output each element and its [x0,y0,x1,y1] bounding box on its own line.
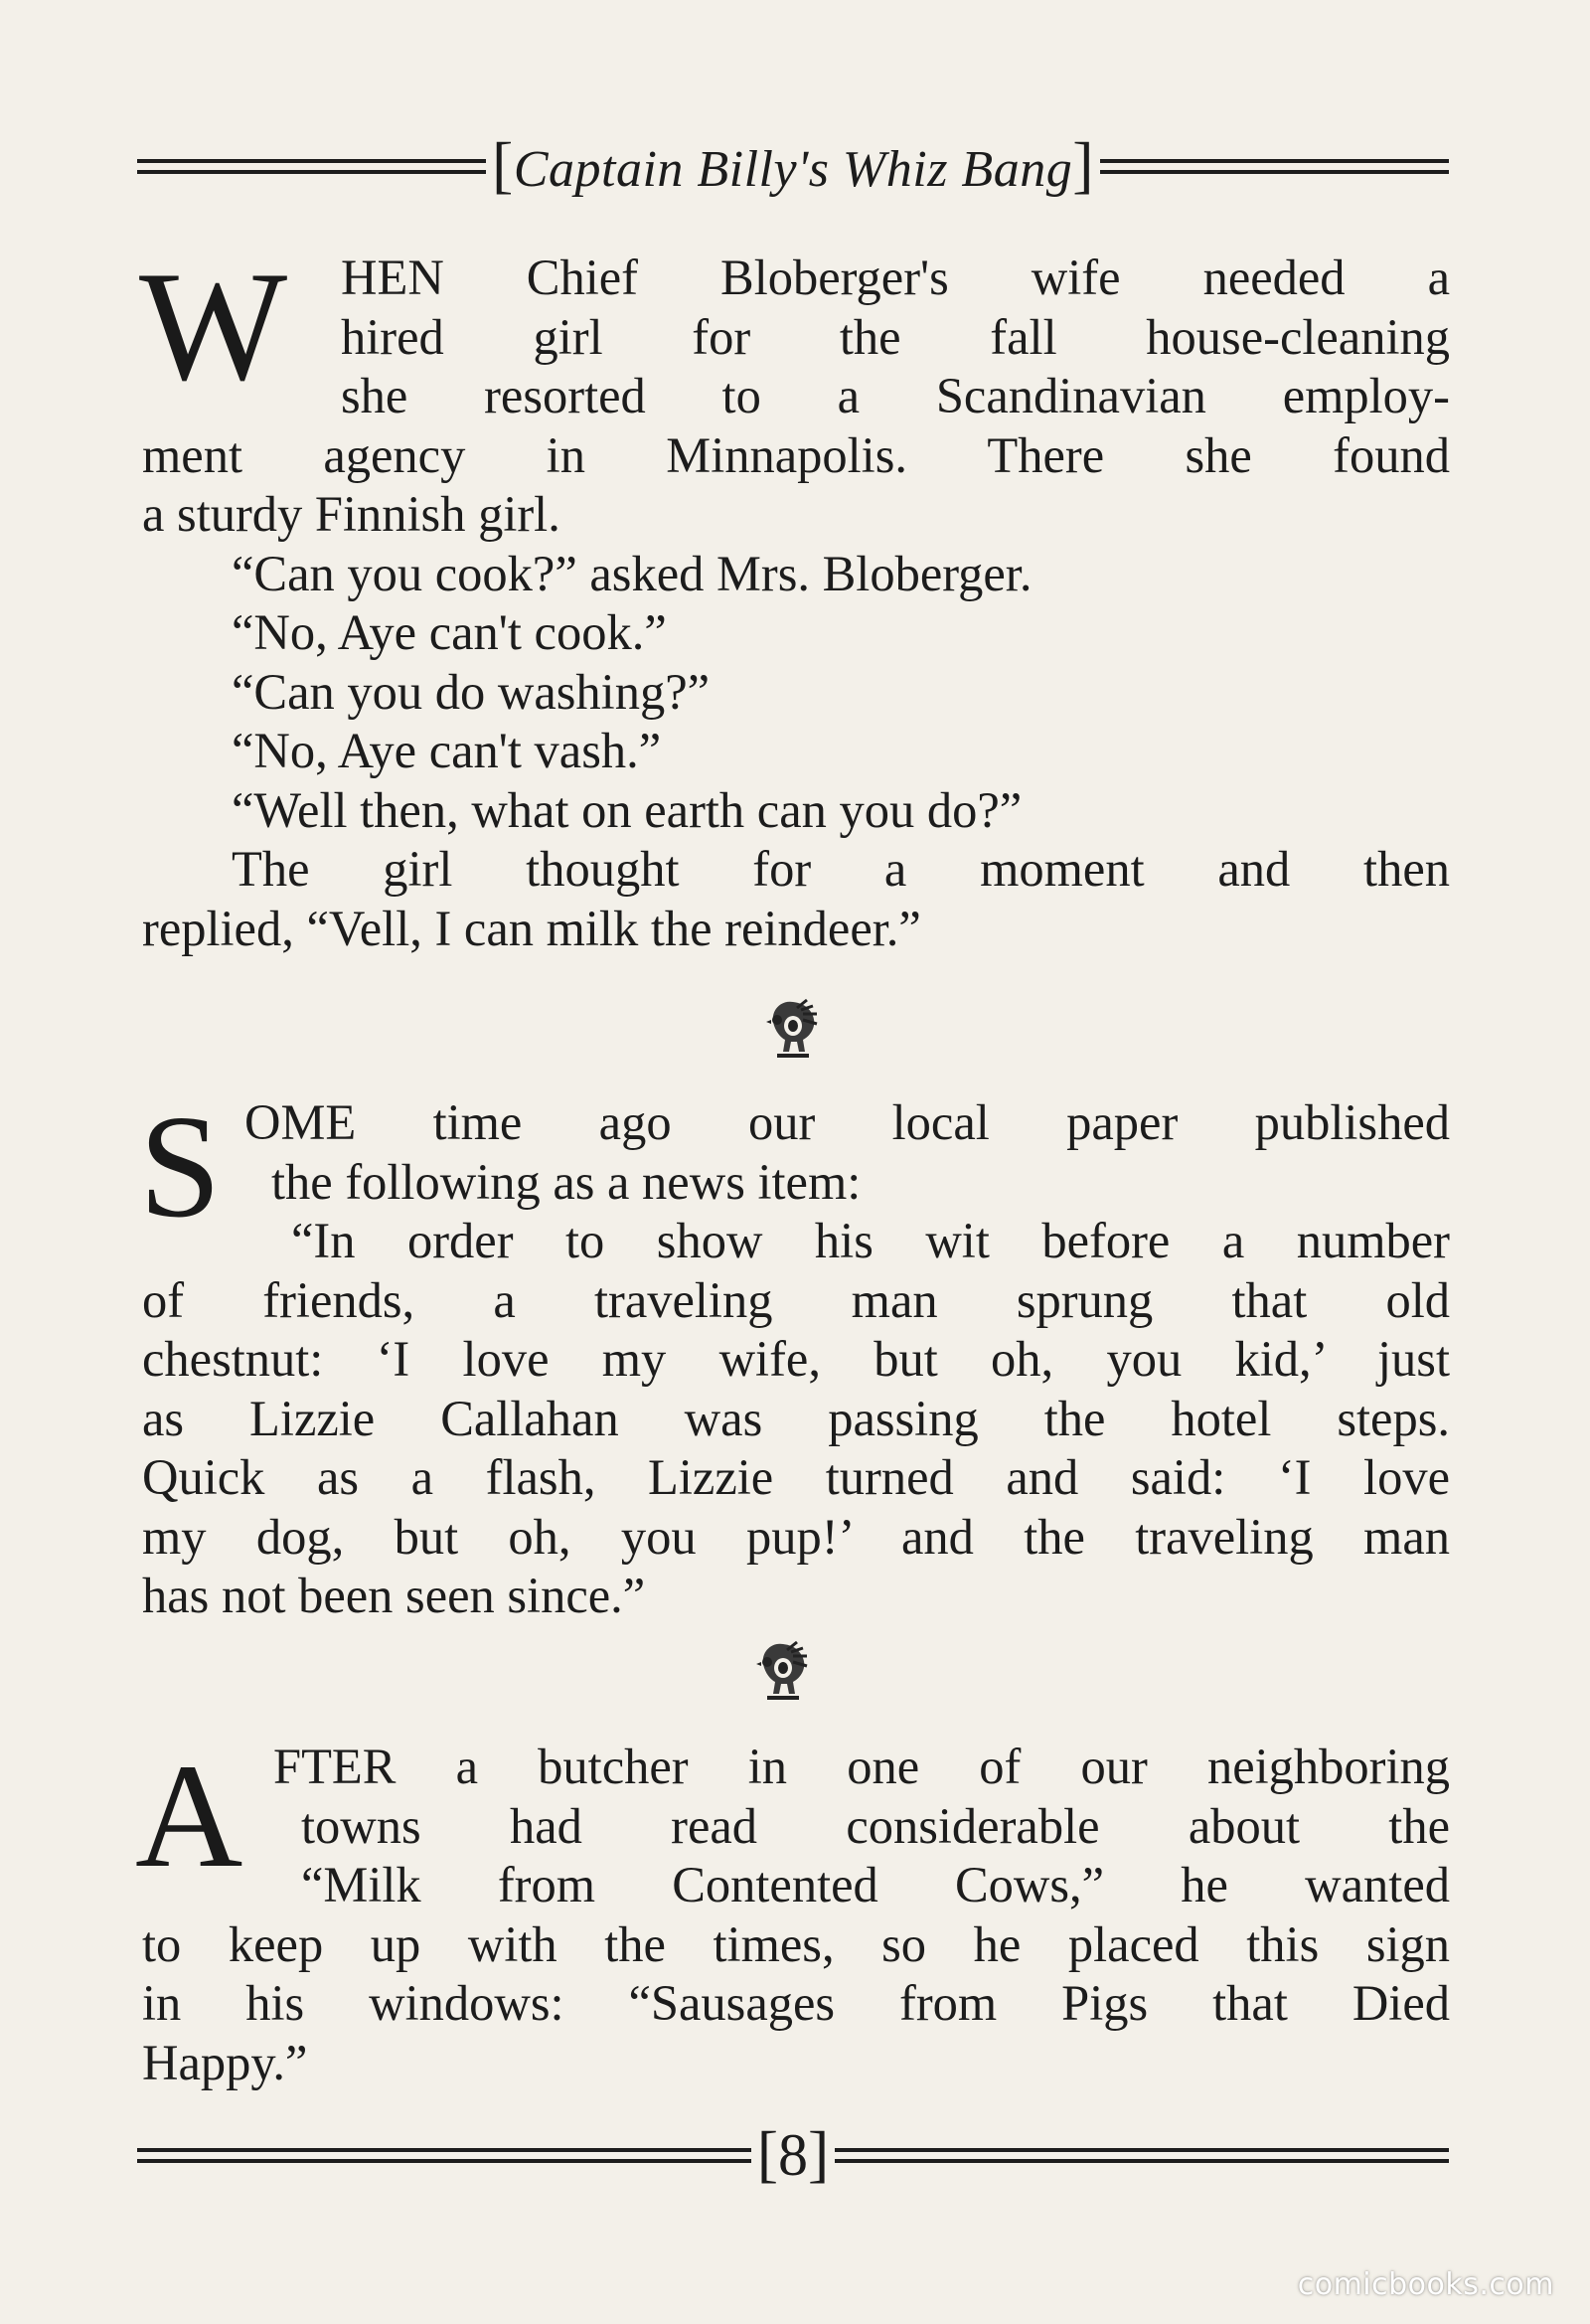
story-line: Quick as a flash, Lizzie turned and said: ‘I love [142,1449,1450,1505]
footer-rule-right [835,2148,1449,2163]
story-line: “No, Aye can't vash.” [232,723,662,778]
story-line: the following as a news item: [271,1153,862,1210]
story-line: “Can you do washing?” [232,663,711,720]
story-line: The girl thought for a moment and then [232,841,1450,897]
story-line: “Can you cook?” asked Mrs. Bloberger. [232,545,1033,601]
page-number-wrap [751,2117,836,2190]
header-bracket-open: [ [492,129,514,200]
header-rule-right [1100,159,1449,174]
story-line: HEN Chief Bloberger's wife needed a [341,249,1450,305]
story-line: as Lizzie Callahan was passing the hotel steps. [142,1390,1450,1446]
story-line: hired girl for the fall house-cleaning [341,308,1450,365]
footer-bracket-open: [ [756,2117,778,2189]
footer-bracket-close: ] [808,2117,830,2189]
story-2 [142,1093,1450,1626]
turkey-ornament-icon [753,1636,813,1706]
story-line: OME time ago our local paper published [244,1094,1450,1150]
story-line: ment agency in Minnapolis. There she found [142,426,1450,483]
story-line: towns had read considerable about the [301,1797,1450,1854]
story-line: FTER a butcher in one of our neighboring [273,1739,1450,1794]
running-header [137,131,1449,201]
story-line: in his windows: “Sausages from Pigs that Died [142,1975,1450,2031]
story-dropcap: S [139,1085,222,1248]
story-line: “In order to show his wit before a number [291,1213,1450,1268]
story-line: she resorted to a Scandinavian employ- [341,368,1450,423]
page-number: 8 [778,2121,808,2188]
story-line: “Milk from Contented Cows,” he wanted [301,1857,1450,1912]
header-rule-left [137,159,486,174]
story-1 [142,249,1450,958]
header-title-wrap [486,129,1100,200]
story-line: a sturdy Finnish girl. [142,486,560,542]
watermark: comicbooks.com [1297,2267,1554,2302]
story-line: my dog, but oh, you pup!’ and the traveling man [142,1508,1450,1565]
story-line: “No, Aye can't cook.” [232,604,667,660]
footer-rule-left [137,2148,751,2163]
story-line: of friends, a traveling man sprung that old [142,1271,1450,1328]
story-line: replied, “Vell, I can milk the reindeer.” [142,900,921,956]
turkey-ornament-icon [763,994,823,1064]
page-footer [137,2115,1449,2195]
story-line: “Well then, what on earth can you do?” [232,781,1023,838]
story-line: Happy.” [142,2034,308,2090]
story-line: has not been seen since.” [142,1568,646,1623]
story-line: chestnut: ‘I love my wife, but oh, you kid,’ just [142,1331,1450,1387]
story-dropcap: A [135,1734,243,1899]
story-dropcap: W [139,240,288,414]
story-line: to keep up with the times, so he placed this sign [142,1915,1450,1972]
story-3 [142,1738,1450,2092]
header-title: Captain Billy's Whiz Bang [513,141,1073,198]
header-bracket-close: ] [1072,129,1095,200]
